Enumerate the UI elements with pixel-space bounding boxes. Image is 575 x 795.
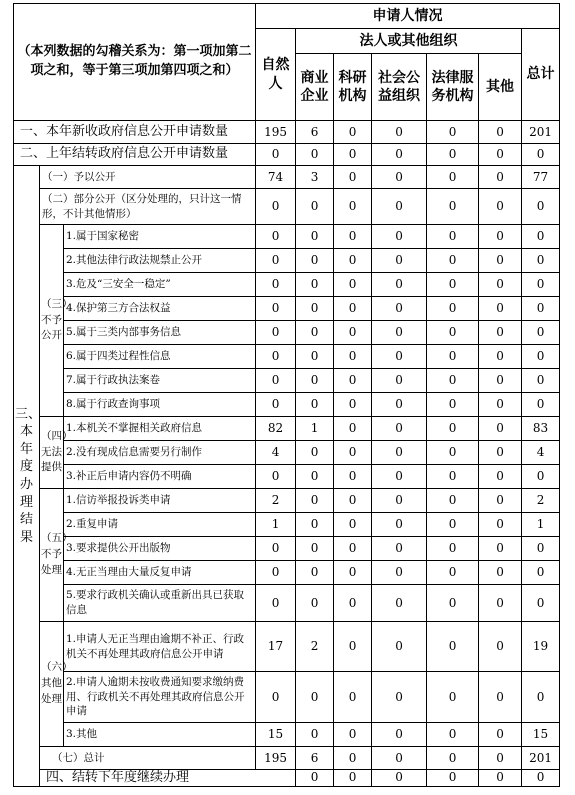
cell: 0 [522,225,560,249]
cell: 6 [296,121,334,144]
cell: 0 [334,144,372,166]
cell: 0 [427,273,479,297]
cell: 0 [522,465,560,489]
row-label: 四、结转下年度继续办理 [40,770,296,787]
cell: 0 [479,723,522,747]
header-note: （本列数据的勾稽关系为：第一项加第二项之和，等于第三项加第四项之和） [14,4,256,121]
col-public-welfare: 社会公益组织 [372,54,427,121]
cell: 0 [479,321,522,345]
row-label: 2.没有现成信息需要另行制作 [64,441,256,465]
cell: 0 [334,513,372,537]
cell: 0 [479,622,522,672]
cell: 0 [427,369,479,393]
cell: 0 [427,537,479,561]
cell: 0 [372,513,427,537]
cell: 0 [522,770,560,787]
col-legal-service: 法律服务机构 [427,54,479,121]
cell: 0 [296,513,334,537]
cell: 1 [256,513,296,537]
cell: 0 [479,345,522,369]
row-label: 5.属于三类内部事务信息 [64,321,256,345]
cell: 0 [256,393,296,417]
row-label: 6.属于四类过程性信息 [64,345,256,369]
cell: 0 [334,121,372,144]
cell: 0 [334,321,372,345]
cell: 0 [256,672,296,723]
cell: 0 [372,770,427,787]
cell: 0 [296,561,334,585]
cell: 0 [334,537,372,561]
row-label: 1.本机关不掌握相关政府信息 [64,417,256,441]
cell: 0 [372,672,427,723]
cell: 0 [427,166,479,189]
header-legal: 法人或其他组织 [296,29,522,54]
header-applicant: 申请人情况 [256,4,560,29]
cell: 0 [256,369,296,393]
cell: 0 [334,723,372,747]
cell: 0 [296,273,334,297]
cell: 0 [479,585,522,622]
cell: 0 [522,144,560,166]
cell: 0 [479,166,522,189]
row-label: 1.属于国家秘密 [64,225,256,249]
cell: 0 [372,393,427,417]
cell: 0 [334,225,372,249]
cell: 0 [372,297,427,321]
col-other: 其他 [479,54,522,121]
cell: 0 [372,723,427,747]
cell: 0 [296,297,334,321]
cell: 0 [372,747,427,770]
cell: 0 [479,369,522,393]
cell: 0 [479,465,522,489]
cell: 201 [522,747,560,770]
row-label: 4.无正当理由大量反复申请 [64,561,256,585]
subgroup-other-processing: （六）其他处理 [40,622,64,747]
cell: 74 [256,166,296,189]
cell: 4 [522,441,560,465]
row-label: 二、上年结转政府信息公开申请数量 [14,144,256,166]
cell: 0 [479,273,522,297]
cell: 0 [479,297,522,321]
cell: 0 [479,489,522,513]
cell: 0 [479,189,522,225]
cell: 0 [479,417,522,441]
cell: 0 [522,585,560,622]
row-label: 8.属于行政查询事项 [64,393,256,417]
cell: 0 [372,465,427,489]
cell: 0 [296,537,334,561]
cell: 0 [372,417,427,441]
cell: 0 [296,225,334,249]
cell: 0 [334,441,372,465]
cell: 0 [334,189,372,225]
row-label: 3.补正后申请内容仍不明确 [64,465,256,489]
cell: 6 [296,747,334,770]
cell: 0 [256,345,296,369]
row-label: 2.申请人逾期未按收费通知要求缴纳费用、行政机关不再处理其政府信息公开申请 [64,672,256,723]
cell: 0 [427,321,479,345]
cell: 0 [296,441,334,465]
cell: 1 [296,417,334,441]
cell: 0 [427,489,479,513]
cell: 0 [522,321,560,345]
cell: 0 [479,144,522,166]
cell: 0 [427,585,479,622]
cell: 0 [256,225,296,249]
cell: 0 [256,321,296,345]
cell: 0 [372,489,427,513]
cell: 0 [334,672,372,723]
cell: 0 [296,369,334,393]
cell: 0 [522,537,560,561]
cell: 0 [296,345,334,369]
row-label: 5.要求行政机关确认或重新出具已获取信息 [64,585,256,622]
cell: 0 [522,345,560,369]
cell: 0 [296,189,334,225]
cell: 0 [427,417,479,441]
cell: 0 [427,672,479,723]
cell: 0 [427,121,479,144]
cell: 0 [334,249,372,273]
cell: 0 [256,537,296,561]
cell: 0 [334,585,372,622]
cell: 0 [372,441,427,465]
cell: 0 [372,249,427,273]
cell: 0 [427,622,479,672]
cell: 0 [479,393,522,417]
cell: 0 [372,189,427,225]
cell: 0 [256,465,296,489]
cell: 0 [372,121,427,144]
cell: 0 [296,723,334,747]
cell: 0 [256,273,296,297]
cell: 0 [479,537,522,561]
cell: 0 [522,393,560,417]
cell: 201 [522,121,560,144]
cell: 0 [334,622,372,672]
cell: 0 [522,297,560,321]
cell: 0 [334,417,372,441]
cell: 0 [372,273,427,297]
row-label: 3.危及“三安全一稳定” [64,273,256,297]
cell: 3 [296,166,334,189]
row-label: （一）予以公开 [40,166,256,189]
cell: 0 [334,393,372,417]
cell: 0 [372,585,427,622]
cell: 19 [522,622,560,672]
cell: 0 [427,345,479,369]
statistics-table [13,3,560,787]
cell: 0 [427,144,479,166]
cell: 0 [372,166,427,189]
cell: 0 [334,770,372,787]
cell: 4 [256,441,296,465]
group3-title: 三、本年度办理结果 [14,166,40,787]
cell: 0 [479,513,522,537]
col-natural-person: 自然人 [256,29,296,121]
cell: 0 [334,166,372,189]
cell: 77 [522,166,560,189]
cell: 0 [296,770,334,787]
cell: 0 [522,273,560,297]
cell: 0 [334,747,372,770]
cell: 0 [427,441,479,465]
row-label: 4.保护第三方合法权益 [64,297,256,321]
cell: 0 [522,189,560,225]
cell: 0 [427,189,479,225]
col-total: 总计 [522,29,560,121]
cell: 0 [334,465,372,489]
cell: 15 [256,723,296,747]
cell: 0 [334,297,372,321]
subgroup-not-disclosed: （三）不予公开 [40,225,64,417]
cell: 0 [296,465,334,489]
col-research: 科研机构 [334,54,372,121]
subgroup-unable-provide: （四）无法提供 [40,417,64,489]
cell: 0 [427,770,479,787]
cell: 0 [334,561,372,585]
cell: 0 [372,345,427,369]
cell: 1 [522,513,560,537]
cell: 0 [427,561,479,585]
cell: 0 [522,249,560,273]
cell: 0 [522,672,560,723]
cell: 0 [479,121,522,144]
row-label: 3.其他 [64,723,256,747]
row-label: 1.申请人无正当理由逾期不补正、行政机关不再处理其政府信息公开申请 [64,622,256,672]
cell: 2 [256,489,296,513]
cell: 0 [479,225,522,249]
cell: 0 [427,747,479,770]
cell: 2 [522,489,560,513]
cell: 0 [479,441,522,465]
row-label: 一、本年新收政府信息公开申请数量 [14,121,256,144]
cell: 0 [427,723,479,747]
cell: 0 [427,465,479,489]
cell: 17 [256,622,296,672]
cell: 0 [296,393,334,417]
cell: 0 [372,321,427,345]
cell: 0 [256,585,296,622]
cell: 0 [296,321,334,345]
cell: 0 [372,144,427,166]
cell: 0 [296,672,334,723]
cell: 0 [479,770,522,787]
cell: 0 [479,561,522,585]
cell: 2 [296,622,334,672]
cell: 0 [479,747,522,770]
cell: 0 [296,585,334,622]
row-label: 7.属于行政执法案卷 [64,369,256,393]
cell: 0 [296,489,334,513]
cell: 0 [479,249,522,273]
row-label: 3.要求提供公开出版物 [64,537,256,561]
cell: 0 [372,537,427,561]
cell: 15 [522,723,560,747]
cell: 0 [427,513,479,537]
cell: 0 [256,144,296,166]
row-label: （七）总计 [40,747,256,770]
cell: 0 [372,561,427,585]
cell: 0 [372,369,427,393]
cell: 0 [256,561,296,585]
cell: 0 [427,249,479,273]
cell: 0 [334,369,372,393]
cell: 83 [522,417,560,441]
cell: 0 [372,225,427,249]
cell: 0 [296,144,334,166]
col-business: 商业企业 [296,54,334,121]
cell: 0 [427,225,479,249]
cell: 0 [522,369,560,393]
cell: 0 [522,561,560,585]
cell: 0 [427,297,479,321]
row-label: 1.信访举报投诉类申请 [64,489,256,513]
cell: 0 [334,489,372,513]
cell: 195 [256,121,296,144]
cell: 0 [334,273,372,297]
cell: 0 [256,189,296,225]
cell: 0 [334,345,372,369]
cell: 0 [256,249,296,273]
cell: 0 [296,249,334,273]
row-label: 2.其他法律行政法规禁止公开 [64,249,256,273]
cell: 0 [479,672,522,723]
row-label: 2.重复申请 [64,513,256,537]
subgroup-not-processed: （五）不予处理 [40,489,64,622]
cell: 0 [372,622,427,672]
row-label: （二）部分公开（区分处理的，只计这一情形，不计其他情形） [40,189,256,225]
cell: 0 [256,297,296,321]
cell: 195 [256,747,296,770]
cell: 82 [256,417,296,441]
cell: 0 [427,393,479,417]
